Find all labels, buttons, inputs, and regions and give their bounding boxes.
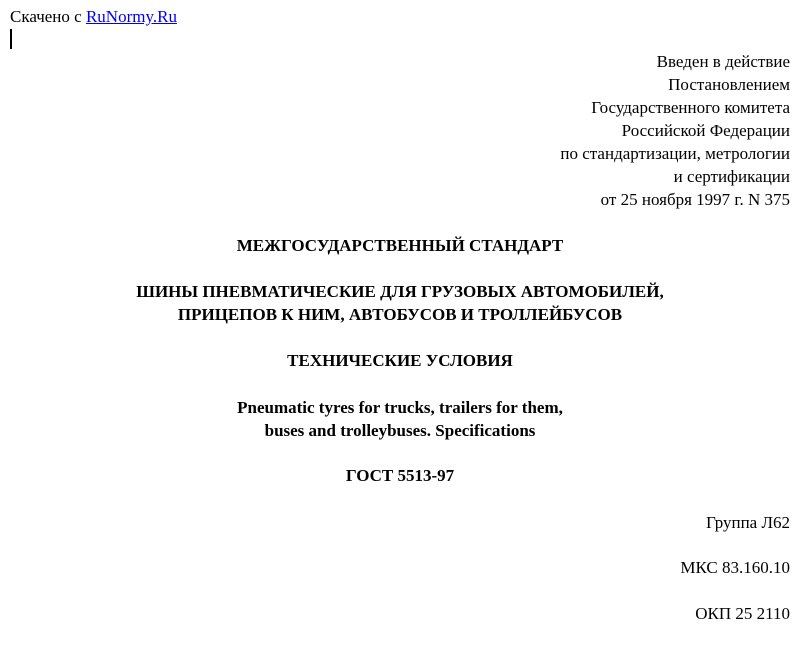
title-ru-line: ПРИЦЕПОВ К НИМ, АВТОБУСОВ И ТРОЛЛЕЙБУСОВ	[177, 305, 623, 324]
classification-okp: ОКП 25 2110	[695, 604, 790, 623]
source-line	[10, 5, 177, 28]
gost-number-heading	[0, 464, 796, 487]
enactment-line: Введен в действие	[656, 52, 790, 71]
enactment-block	[560, 50, 790, 211]
document-subtitle-ru	[0, 349, 796, 372]
classification-group: Группа Л62	[705, 513, 790, 532]
enactment-line: Постановлением	[668, 75, 790, 94]
classification-mks: МКС 83.160.10	[680, 558, 790, 577]
title-ru-line: ШИНЫ ПНЕВМАТИЧЕСКИЕ ДЛЯ ГРУЗОВЫХ АВТОМОБИЛЕЙ,	[136, 282, 664, 301]
title-en-line: Pneumatic tyres for trucks, trailers for them,	[237, 398, 563, 417]
standard-type: МЕЖГОСУДАРСТВЕННЫЙ СТАНДАРТ	[236, 236, 564, 255]
enactment-line: по стандартизации, метрологии	[560, 144, 790, 163]
gost-number: ГОСТ 5513-97	[345, 466, 455, 485]
enactment-line: и сертификации	[673, 167, 790, 186]
subtitle-ru: ТЕХНИЧЕСКИЕ УСЛОВИЯ	[287, 351, 513, 370]
standard-type-heading	[0, 234, 796, 257]
enactment-line: Российской Федерации	[621, 121, 790, 140]
source-link[interactable]: RuNormy.Ru	[85, 7, 177, 26]
document-title-ru	[0, 280, 796, 326]
source-prefix: Скачено с	[10, 7, 86, 26]
text-cursor	[10, 29, 12, 49]
title-en-line: buses and trolleybuses. Specifications	[264, 421, 536, 440]
enactment-line: Государственного комитета	[591, 98, 790, 117]
enactment-date-line: от 25 ноября 1997 г. N 375	[600, 190, 790, 209]
document-title-en	[0, 396, 796, 442]
